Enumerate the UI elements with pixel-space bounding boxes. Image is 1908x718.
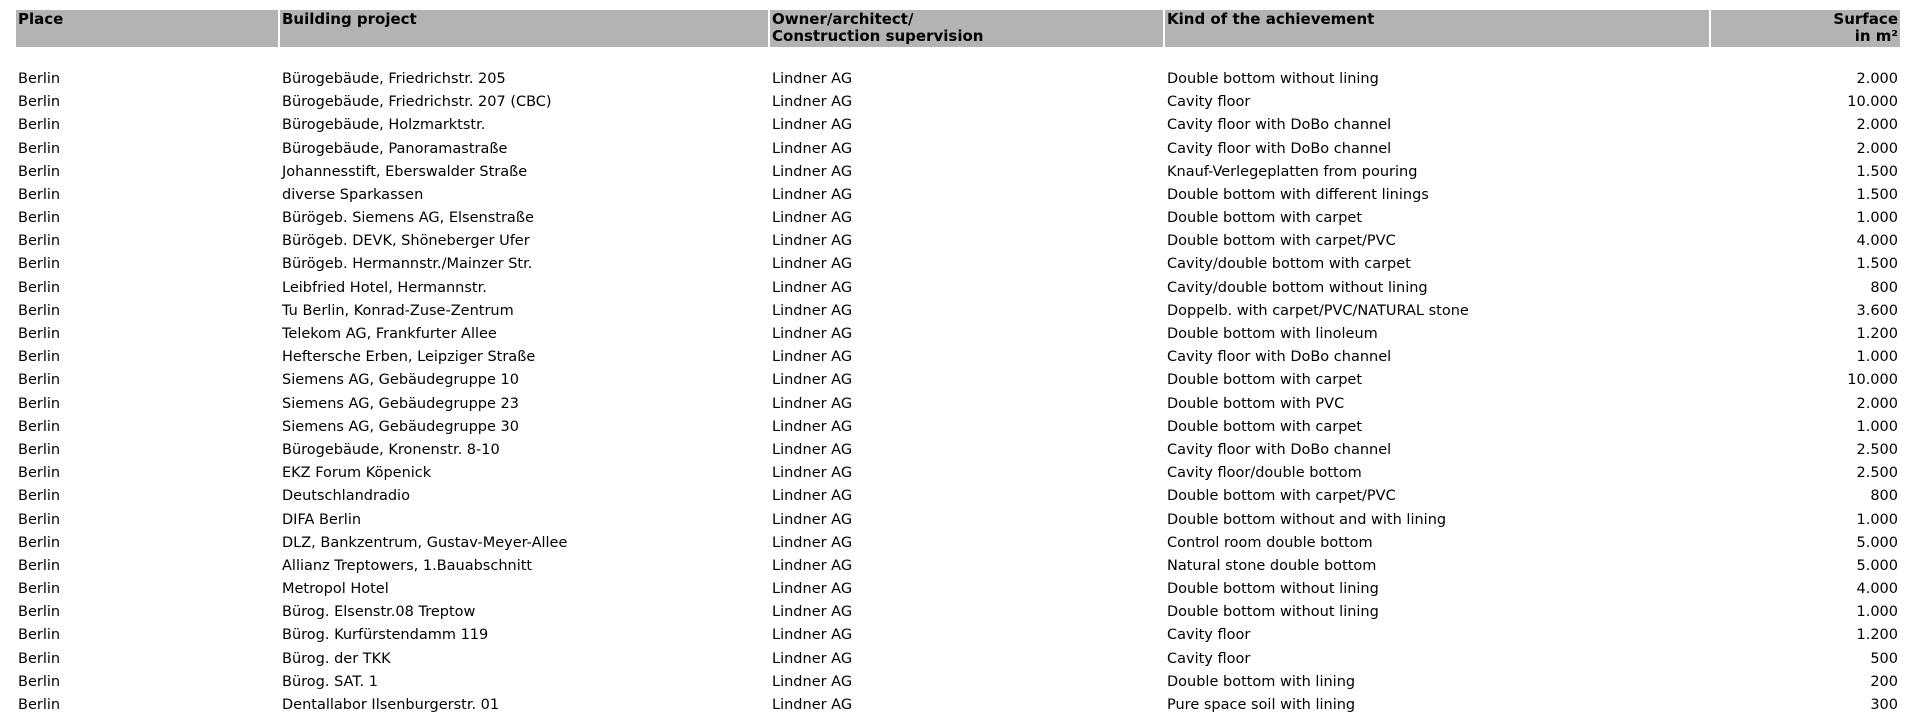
cell-project: Johannesstift, Eberswalder Straße [282,163,528,180]
cell-surface: 1.000 [1856,418,1898,435]
cell-kind: Double bottom without and with lining [1167,511,1447,528]
cell-project: Dentallabor Ilsenburgerstr. 01 [282,697,500,714]
cell-place: Berlin [18,557,61,574]
cell-place: Berlin [18,186,61,203]
cell-owner: Lindner AG [772,163,853,180]
cell-owner: Lindner AG [772,233,853,250]
table-row [16,579,1900,600]
header-surface-label-line2: in m² [1854,27,1898,45]
cell-place: Berlin [18,140,61,157]
cell-surface: 4.000 [1856,581,1898,598]
cell-place: Berlin [18,534,61,551]
cell-kind: Control room double bottom [1167,534,1373,551]
table-row [16,208,1900,229]
table-row [16,185,1900,206]
table-row [16,139,1900,160]
cell-place: Berlin [18,418,61,435]
cell-kind: Doppelb. with carpet/PVC/NATURAL stone [1167,302,1469,319]
projects-table [14,8,1902,718]
cell-surface: 1.500 [1856,186,1898,203]
cell-kind: Cavity/double bottom without lining [1167,279,1428,296]
cell-surface: 1.000 [1856,349,1898,366]
table-row [16,324,1900,345]
spacer-cell [16,49,1900,67]
cell-surface: 1.200 [1856,326,1898,343]
cell-owner: Lindner AG [772,326,853,343]
cell-project: Bürögeb. Hermannstr./Mainzer Str. [282,256,533,273]
header-owner-label-line2: Construction supervision [772,27,984,45]
cell-surface: 10.000 [1847,372,1898,389]
cell-surface: 1.000 [1856,511,1898,528]
table-row [16,115,1900,136]
cell-project: Bürog. SAT. 1 [282,673,378,690]
cell-place: Berlin [18,604,61,621]
table-row [16,602,1900,623]
cell-owner: Lindner AG [772,604,853,621]
cell-project: DIFA Berlin [282,511,362,528]
table-row [16,231,1900,252]
cell-project: Tu Berlin, Konrad-Zuse-Zentrum [282,302,514,319]
cell-kind: Cavity floor [1167,627,1251,644]
cell-owner: Lindner AG [772,627,853,644]
cell-place: Berlin [18,581,61,598]
cell-project: diverse Sparkassen [282,186,424,203]
cell-project: Allianz Treptowers, 1.Bauabschnitt [282,557,533,574]
cell-place: Berlin [18,233,61,250]
cell-place: Berlin [18,279,61,296]
header-owner-label-line1: Owner/architect/ [772,10,914,28]
cell-project: EKZ Forum Köpenick [282,465,432,482]
cell-kind: Cavity/double bottom with carpet [1167,256,1411,273]
header-row [16,10,1900,47]
header-place [16,10,278,47]
table-row [16,394,1900,415]
header-surface [1711,10,1900,47]
cell-project: Bürogebäude, Friedrichstr. 207 (CBC) [282,94,552,111]
cell-kind: Knauf-Verlegeplatten from pouring [1167,163,1418,180]
cell-place: Berlin [18,465,61,482]
cell-kind: Double bottom with carpet/PVC [1167,233,1396,250]
cell-owner: Lindner AG [772,279,853,296]
table-row [16,162,1900,183]
table-body [16,49,1900,716]
cell-project: Metropol Hotel [282,581,389,598]
cell-surface: 800 [1870,279,1898,296]
cell-owner: Lindner AG [772,488,853,505]
cell-owner: Lindner AG [772,395,853,412]
header-project-label: Building project [282,10,417,28]
cell-project: Telekom AG, Frankfurter Allee [282,326,497,343]
cell-surface: 1.500 [1856,256,1898,273]
table-row [16,533,1900,554]
cell-surface: 500 [1870,650,1898,667]
cell-place: Berlin [18,302,61,319]
table-row [16,510,1900,531]
cell-project: Deutschlandradio [282,488,410,505]
cell-project: Siemens AG, Gebäudegruppe 23 [282,395,519,412]
header-surface-label-line1: Surface [1833,10,1898,28]
cell-kind: Cavity floor [1167,650,1251,667]
table-row [16,347,1900,368]
cell-place: Berlin [18,372,61,389]
cell-surface: 800 [1870,488,1898,505]
header-kind [1165,10,1709,47]
cell-place: Berlin [18,256,61,273]
cell-project: Bürögeb. DEVK, Shöneberger Ufer [282,233,530,250]
cell-place: Berlin [18,488,61,505]
table-row [16,672,1900,693]
cell-surface: 300 [1870,697,1898,714]
cell-place: Berlin [18,511,61,528]
header-place-label: Place [18,10,64,28]
cell-owner: Lindner AG [772,465,853,482]
cell-kind: Pure space soil with lining [1167,697,1356,714]
table-row [16,255,1900,276]
cell-project: Bürogebäude, Kronenstr. 8-10 [282,441,500,458]
cell-owner: Lindner AG [772,210,853,227]
cell-place: Berlin [18,94,61,111]
cell-surface: 2.000 [1856,140,1898,157]
cell-surface: 1.500 [1856,163,1898,180]
table-row [16,278,1900,299]
header-kind-label: Kind of the achievement [1167,10,1375,28]
cell-owner: Lindner AG [772,94,853,111]
cell-surface: 1.200 [1856,627,1898,644]
cell-kind: Double bottom with carpet [1167,418,1363,435]
cell-owner: Lindner AG [772,186,853,203]
cell-kind: Double bottom with carpet/PVC [1167,488,1396,505]
cell-project: Heftersche Erben, Leipziger Straße [282,349,536,366]
cell-surface: 10.000 [1847,94,1898,111]
cell-place: Berlin [18,70,61,87]
cell-place: Berlin [18,627,61,644]
table-row [16,370,1900,391]
cell-surface: 4.000 [1856,233,1898,250]
cell-owner: Lindner AG [772,673,853,690]
table-row [16,92,1900,113]
table-row [16,417,1900,438]
cell-owner: Lindner AG [772,372,853,389]
cell-kind: Double bottom with carpet [1167,372,1363,389]
cell-owner: Lindner AG [772,70,853,87]
cell-surface: 2.500 [1856,441,1898,458]
cell-owner: Lindner AG [772,511,853,528]
header-spacer-row [16,49,1900,67]
cell-kind: Double bottom without lining [1167,581,1379,598]
cell-place: Berlin [18,697,61,714]
header-owner [770,10,1163,47]
cell-owner: Lindner AG [772,650,853,667]
cell-owner: Lindner AG [772,697,853,714]
table-row [16,626,1900,647]
cell-place: Berlin [18,673,61,690]
cell-place: Berlin [18,349,61,366]
cell-project: Bürogebäude, Friedrichstr. 205 [282,70,506,87]
table-row [16,556,1900,577]
cell-kind: Double bottom without lining [1167,604,1379,621]
cell-surface: 2.500 [1856,465,1898,482]
cell-surface: 3.600 [1856,302,1898,319]
cell-kind: Cavity floor with DoBo channel [1167,349,1392,366]
cell-owner: Lindner AG [772,302,853,319]
cell-owner: Lindner AG [772,349,853,366]
table-row [16,486,1900,507]
cell-kind: Cavity floor/double bottom [1167,465,1362,482]
cell-surface: 2.000 [1856,395,1898,412]
cell-project: Bürogebäude, Holzmarktstr. [282,117,486,134]
cell-kind: Cavity floor with DoBo channel [1167,117,1392,134]
cell-project: Bürogebäude, Panoramastraße [282,140,508,157]
cell-place: Berlin [18,326,61,343]
cell-project: Siemens AG, Gebäudegruppe 10 [282,372,519,389]
cell-kind: Cavity floor [1167,94,1251,111]
header-project [280,10,768,47]
cell-project: Bürog. Elsenstr.08 Treptow [282,604,476,621]
cell-kind: Double bottom with carpet [1167,210,1363,227]
table-row [16,69,1900,90]
cell-kind: Natural stone double bottom [1167,557,1377,574]
cell-place: Berlin [18,650,61,667]
cell-kind: Double bottom with linoleum [1167,326,1378,343]
cell-project: Bürog. der TKK [282,650,391,667]
table-row [16,463,1900,484]
cell-kind: Double bottom with PVC [1167,395,1345,412]
cell-owner: Lindner AG [772,581,853,598]
cell-surface: 2.000 [1856,70,1898,87]
cell-surface: 1.000 [1856,210,1898,227]
cell-project: Bürögeb. Siemens AG, Elsenstraße [282,210,534,227]
cell-owner: Lindner AG [772,557,853,574]
cell-kind: Cavity floor with DoBo channel [1167,441,1392,458]
cell-surface: 200 [1870,673,1898,690]
cell-owner: Lindner AG [772,418,853,435]
cell-surface: 5.000 [1856,534,1898,551]
table-header [16,10,1900,47]
cell-surface: 2.000 [1856,117,1898,134]
cell-place: Berlin [18,395,61,412]
cell-owner: Lindner AG [772,117,853,134]
cell-project: Leibfried Hotel, Hermannstr. [282,279,487,296]
cell-kind: Double bottom with lining [1167,673,1356,690]
projects-table-container [14,8,1898,718]
cell-owner: Lindner AG [772,140,853,157]
cell-place: Berlin [18,441,61,458]
table-row [16,440,1900,461]
cell-project: DLZ, Bankzentrum, Gustav-Meyer-Allee [282,534,568,551]
cell-owner: Lindner AG [772,534,853,551]
cell-project: Siemens AG, Gebäudegruppe 30 [282,418,519,435]
cell-kind: Cavity floor with DoBo channel [1167,140,1392,157]
cell-surface: 1.000 [1856,604,1898,621]
table-row [16,695,1900,716]
cell-kind: Double bottom without lining [1167,70,1379,87]
cell-owner: Lindner AG [772,256,853,273]
cell-surface: 5.000 [1856,557,1898,574]
cell-place: Berlin [18,117,61,134]
cell-place: Berlin [18,163,61,180]
cell-kind: Double bottom with different linings [1167,186,1429,203]
cell-owner: Lindner AG [772,441,853,458]
cell-place: Berlin [18,210,61,227]
cell-project: Bürog. Kurfürstendamm 119 [282,627,489,644]
table-row [16,301,1900,322]
table-row [16,649,1900,670]
